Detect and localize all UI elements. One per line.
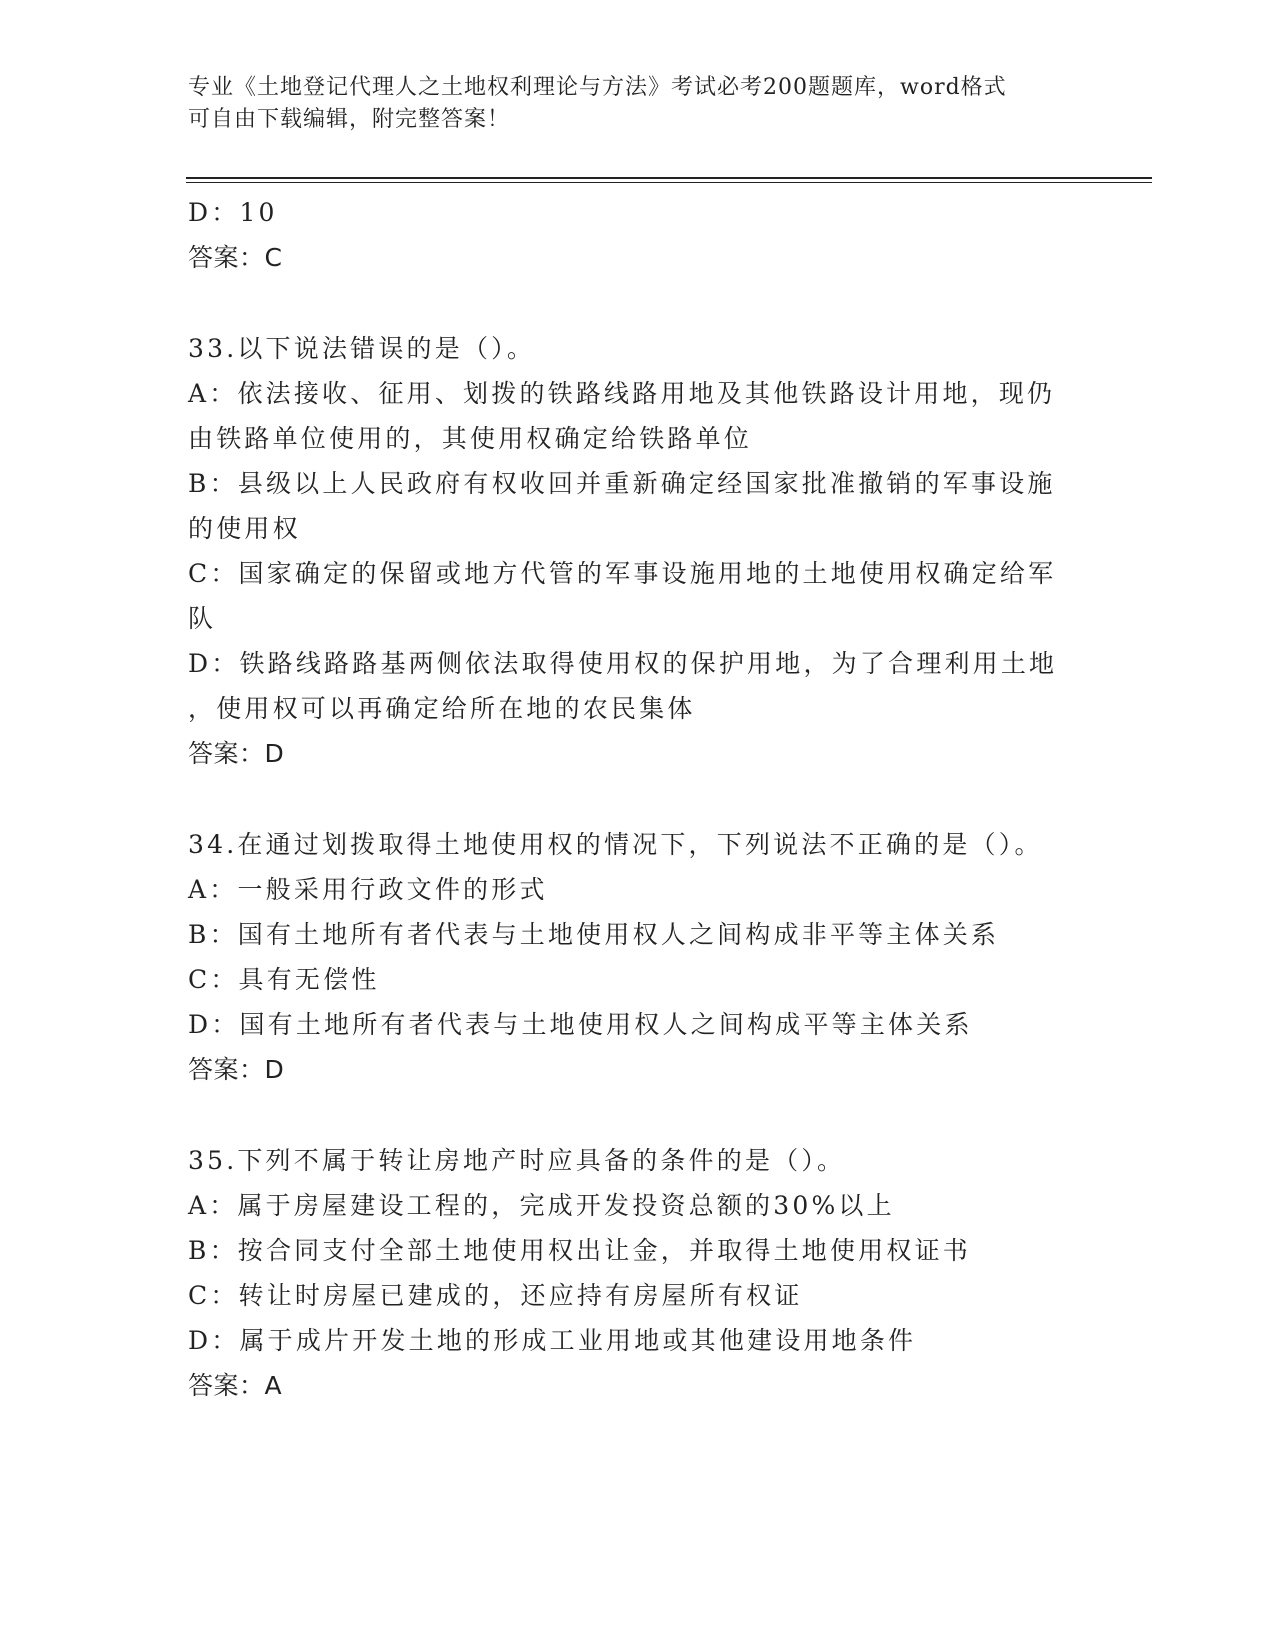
option-a: A：依法接收、征用、划拨的铁路线路用地及其他铁路设计用地，现仍 (188, 379, 1056, 408)
option-d: D：铁路线路路基两侧依法取得使用权的保护用地，为了合理利用土地 (188, 649, 1058, 678)
option-c: C：转让时房屋已建成的，还应持有房屋所有权证 (188, 1281, 803, 1310)
spacer (188, 1092, 1108, 1138)
header-divider (186, 177, 1152, 179)
option-d: D：国有土地所有者代表与土地使用权人之间构成平等主体关系 (188, 1010, 973, 1039)
question-33 (188, 326, 1108, 776)
answer: 答案：D (188, 1055, 285, 1084)
document-body (188, 190, 1108, 1408)
option-b-continued: 的使用权 (188, 514, 301, 543)
option-d: D：10 (188, 198, 278, 227)
option-a: A：一般采用行政文件的形式 (188, 875, 548, 904)
answer: 答案：C (188, 243, 283, 272)
option-c-continued: 队 (188, 604, 217, 633)
spacer (188, 280, 1108, 326)
option-d-continued: ，使用权可以再确定给所在地的农民集体 (188, 694, 696, 723)
question-34 (188, 822, 1108, 1092)
question-35 (188, 1138, 1108, 1408)
header-divider-thin (186, 182, 1152, 183)
spacer (188, 776, 1108, 822)
question-stem: 33.以下说法错误的是（）。 (188, 334, 536, 363)
header-line-1: 专业《土地登记代理人之土地权利理论与方法》考试必考200题题库，word格式 (188, 75, 1007, 100)
question-stem: 34.在通过划拨取得土地使用权的情况下，下列说法不正确的是（）。 (188, 830, 1043, 859)
option-c: C：具有无偿性 (188, 965, 380, 994)
document-header (188, 72, 1088, 136)
header-line-2: 可自由下载编辑，附完整答案！ (188, 107, 511, 132)
answer: 答案：A (188, 1371, 283, 1400)
option-b: B：县级以上人民政府有权收回并重新确定经国家批准撤销的军事设施 (188, 469, 1056, 498)
question-stem: 35.下列不属于转让房地产时应具备的条件的是（）。 (188, 1146, 846, 1175)
option-c: C：国家确定的保留或地方代管的军事设施用地的土地使用权确定给军 (188, 559, 1057, 588)
option-d: D：属于成片开发土地的形成工业用地或其他建设用地条件 (188, 1326, 917, 1355)
option-b: B：国有土地所有者代表与土地使用权人之间构成非平等主体关系 (188, 920, 1000, 949)
option-b: B：按合同支付全部土地使用权出让金，并取得土地使用权证书 (188, 1236, 971, 1265)
option-a-continued: 由铁路单位使用的，其使用权确定给铁路单位 (188, 424, 753, 453)
option-a: A：属于房屋建设工程的，完成开发投资总额的30%以上 (188, 1191, 895, 1220)
answer: 答案：D (188, 739, 285, 768)
